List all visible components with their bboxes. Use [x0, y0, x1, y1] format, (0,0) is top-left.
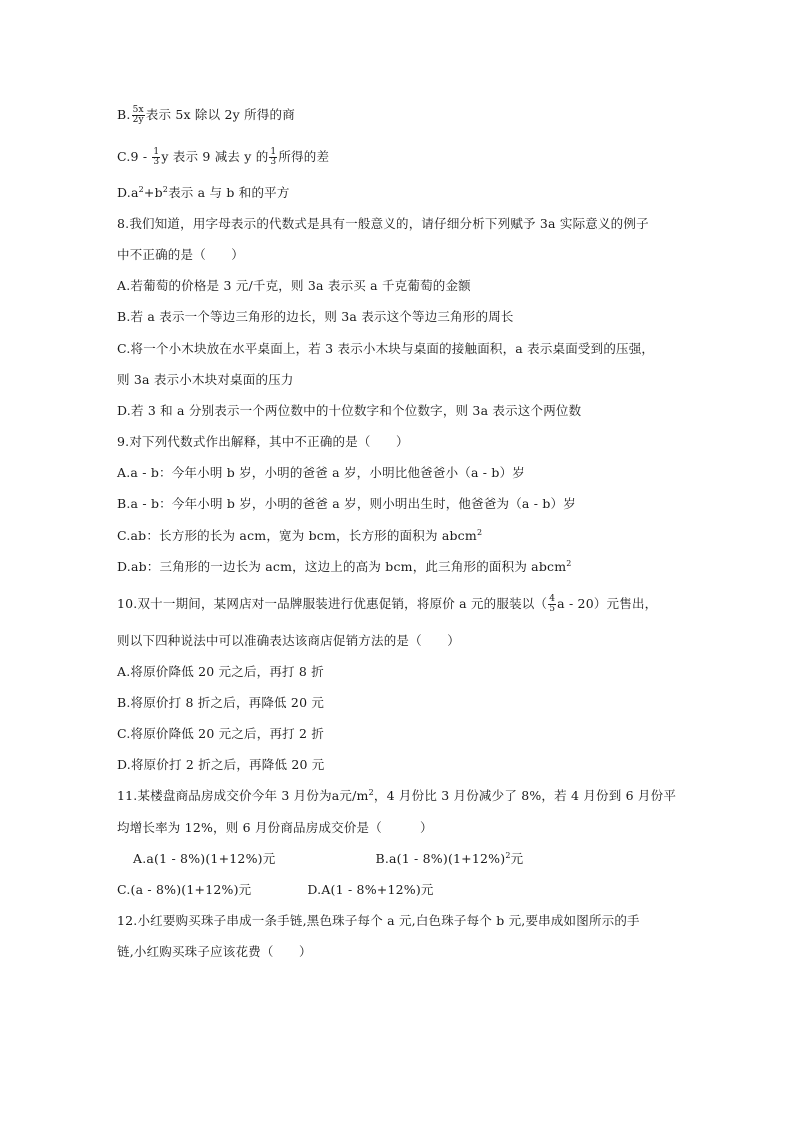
- q11-option-b-text: B.a(1 - 8%)(1+12%): [375, 851, 506, 866]
- q11-stem-line-1: [117, 787, 676, 805]
- q7-option-b-prefix: B.: [117, 107, 131, 122]
- q8-option-a: A.若葡萄的价格是 3 元/千克，则 3a 表示买 a 千克葡萄的金额: [117, 278, 471, 293]
- q9-option-d-text: D.ab：三角形的一边长为 acm，这边上的高为 bcm，此三角形的面积为 abcm: [117, 559, 567, 574]
- q10-stem-line-1: [117, 595, 657, 614]
- q7-option-c-prefix: C.9 -: [117, 149, 152, 164]
- q10-stem-part: a - 20）元售出，: [557, 596, 658, 611]
- q10-option-c: C.将原价降低 20 元之后，再打 2 折: [117, 726, 325, 741]
- fraction: [132, 106, 145, 125]
- q10-stem-part: 10.双十一期间，某网店对一品牌服装进行优惠促销，将原价 a 元的服装以（: [117, 596, 548, 611]
- fraction-denominator: 5: [549, 604, 556, 614]
- q7-option-c-mid: y 表示 9 减去 y 的: [161, 149, 269, 164]
- q8-stem-line-2: 中不正确的是（ ）: [117, 247, 245, 262]
- superscript: 2: [162, 184, 169, 194]
- fraction-numerator: 4: [549, 594, 556, 604]
- superscript: 2: [368, 787, 374, 797]
- superscript: 2: [476, 527, 483, 537]
- fraction: [152, 148, 160, 167]
- q8-stem-line-1: 8.我们知道，用字母表示的代数式是具有一般意义的，请仔细分析下列赋予 3a 实际意义的例子: [117, 216, 649, 231]
- q10-option-a: A.将原价降低 20 元之后，再打 8 折: [117, 664, 324, 679]
- q11-options-cd: [117, 881, 434, 899]
- fraction-numerator: 1: [153, 147, 160, 157]
- q11-option-b-suffix: 元: [510, 851, 524, 866]
- q8-option-d: D.若 3 和 a 分别表示一个两位数中的十位数字和个位数字，则 3a 表示这个两位数: [117, 403, 582, 418]
- q11-stem-part: 11.某楼盘商品房成交价今年 3 月份为a元/m: [117, 788, 369, 803]
- q7-option-c: [117, 148, 329, 167]
- superscript: 2: [566, 558, 572, 568]
- q7-option-d-text: 表示 a 与 b 和的平方: [168, 185, 290, 200]
- q8-option-b: B.若 a 表示一个等边三角形的边长，则 3a 表示这个等边三角形的周长: [117, 309, 514, 324]
- q10-stem-line-2: 则以下四种说法中可以准确表达该商店促销方法的是（ ）: [117, 633, 460, 648]
- q8-option-c-line-2: 则 3a 表示小木块对桌面的压力: [117, 372, 294, 387]
- q12-stem-line-2: 链,小红购买珠子应该花费（ ）: [117, 944, 312, 959]
- q12-stem-line-1: 12.小红要购买珠子串成一条手链,黑色珠子每个 a 元,白色珠子每个 b 元,要串成如图所示的手: [117, 913, 640, 928]
- q11-option-d: D.A(1 - 8%+12%)元: [307, 882, 434, 897]
- q7-option-d-part: D.a: [117, 185, 139, 200]
- fraction-numerator: 5x: [132, 105, 144, 115]
- q8-option-c-line-1: C.将一个小木块放在水平桌面上，若 3 表示小木块与桌面的接触面积，a 表示桌面受到的压强，: [117, 341, 655, 356]
- q7-option-d-part: +b: [143, 185, 163, 200]
- q7-option-c-text: 所得的差: [278, 149, 330, 164]
- superscript: 2: [505, 850, 511, 860]
- q7-option-b-text: 表示 5x 除以 2y 所得的商: [145, 107, 295, 122]
- q10-option-d: D.将原价打 2 折之后，再降低 20 元: [117, 757, 325, 772]
- q10-option-b: B.将原价打 8 折之后，再降低 20 元: [117, 695, 325, 710]
- q9-stem: 9.对下列代数式作出解释，其中不正确的是（ ）: [117, 434, 409, 449]
- fraction-numerator: 1: [270, 147, 277, 157]
- fraction: [269, 148, 277, 167]
- q9-option-d: [117, 558, 572, 576]
- fraction: [548, 595, 556, 614]
- q9-option-b: B.a - b：今年小明 b 岁，小明的爸爸 a 岁，则小明出生时，他爸爸为（a - b）岁: [117, 496, 576, 511]
- fraction-denominator: 2y: [132, 115, 144, 125]
- fraction-denominator: 3: [153, 157, 160, 167]
- q9-option-a: A.a - b：今年小明 b 岁，小明的爸爸 a 岁，小明比他爸爸小（a - b）岁: [117, 465, 525, 480]
- q11-options-ab: [133, 850, 523, 868]
- q11-option-b: [375, 851, 523, 866]
- q11-option-a: A.a(1 - 8%)(1+12%)元: [133, 851, 276, 866]
- q11-option-c: C.(a - 8%)(1+12%)元: [117, 882, 252, 897]
- superscript: 2: [138, 184, 144, 194]
- q7-option-b: [117, 106, 295, 125]
- q7-option-d: [117, 184, 290, 202]
- q9-option-c: [117, 527, 482, 545]
- fraction-denominator: 3: [270, 157, 277, 167]
- q11-stem-line-2: 均增长率为 12%，则 6 月份商品房成交价是（ ）: [117, 820, 433, 835]
- q11-stem-part: ，4 月份比 3 月份减少了 8%，若 4 月份到 6 月份平: [373, 788, 677, 803]
- q9-option-c-text: C.ab：长方形的长为 acm，宽为 bcm，长方形的面积为 abcm: [117, 528, 477, 543]
